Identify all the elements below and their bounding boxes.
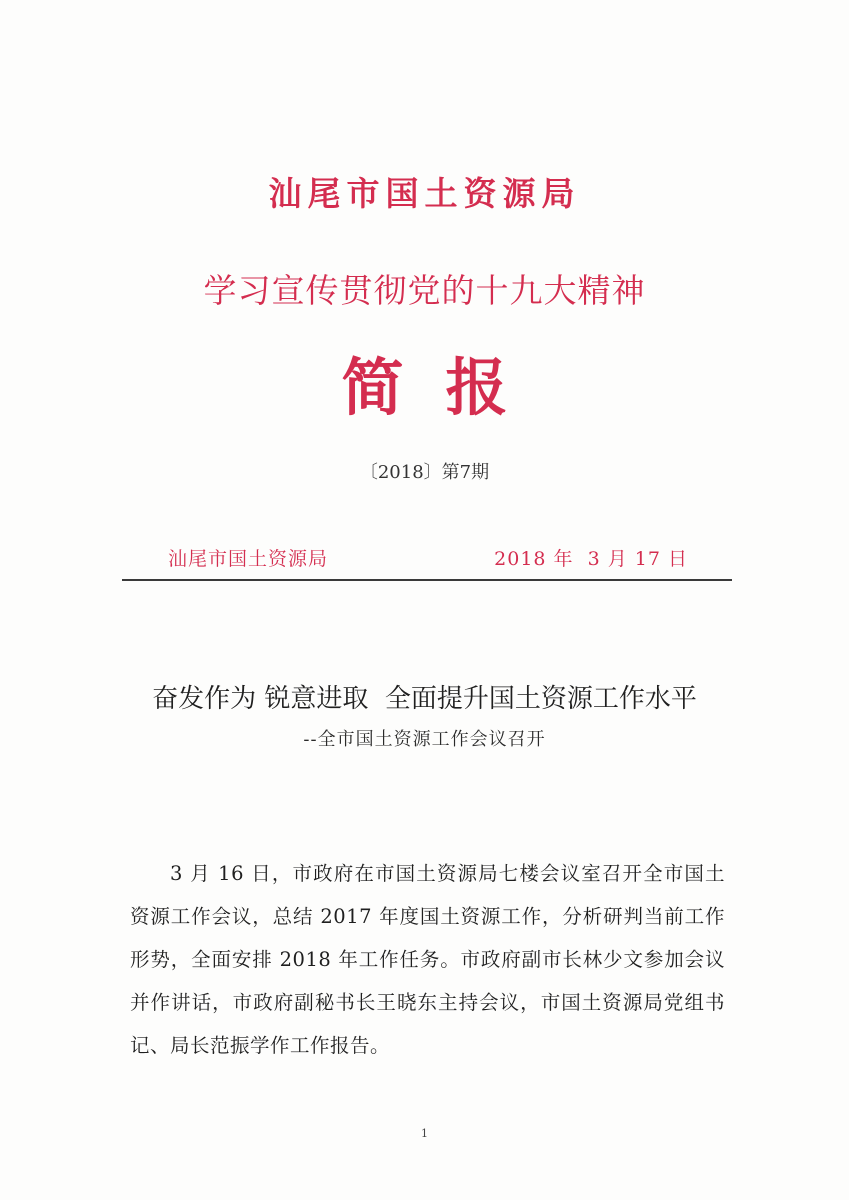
meta-date: 2018 年 3 月 17 日 bbox=[494, 548, 688, 570]
article-subtitle: --全市国土资源工作会议召开 bbox=[303, 729, 546, 750]
page-number: 1 bbox=[421, 1127, 428, 1140]
header-divider bbox=[122, 579, 732, 581]
brief-title: 简报 bbox=[341, 351, 550, 424]
article-title: 奋发作为 锐意进取 全面提升国土资源工作水平 bbox=[152, 684, 697, 714]
header-organization: 汕尾市国土资源局 bbox=[268, 174, 581, 213]
meta-organization: 汕尾市国土资源局 bbox=[168, 548, 329, 570]
article-body: 3 月 16 日，市政府在市国土资源局七楼会议室召开全市国土资源工作会议，总结 2017 年度国土资源工作，分析研判当前工作形势，全面安排 2018 年工作任务。市政府副市长林少文参加会议并作讲话，市政府副秘书长王晓东主持会议，市国土资源局党组书记、局长范振学作工作报告。 bbox=[130, 862, 725, 1057]
issue-number: 〔2018〕第7期 bbox=[359, 462, 490, 483]
header-subject: 学习宣传贯彻党的十九大精神 bbox=[203, 271, 646, 310]
